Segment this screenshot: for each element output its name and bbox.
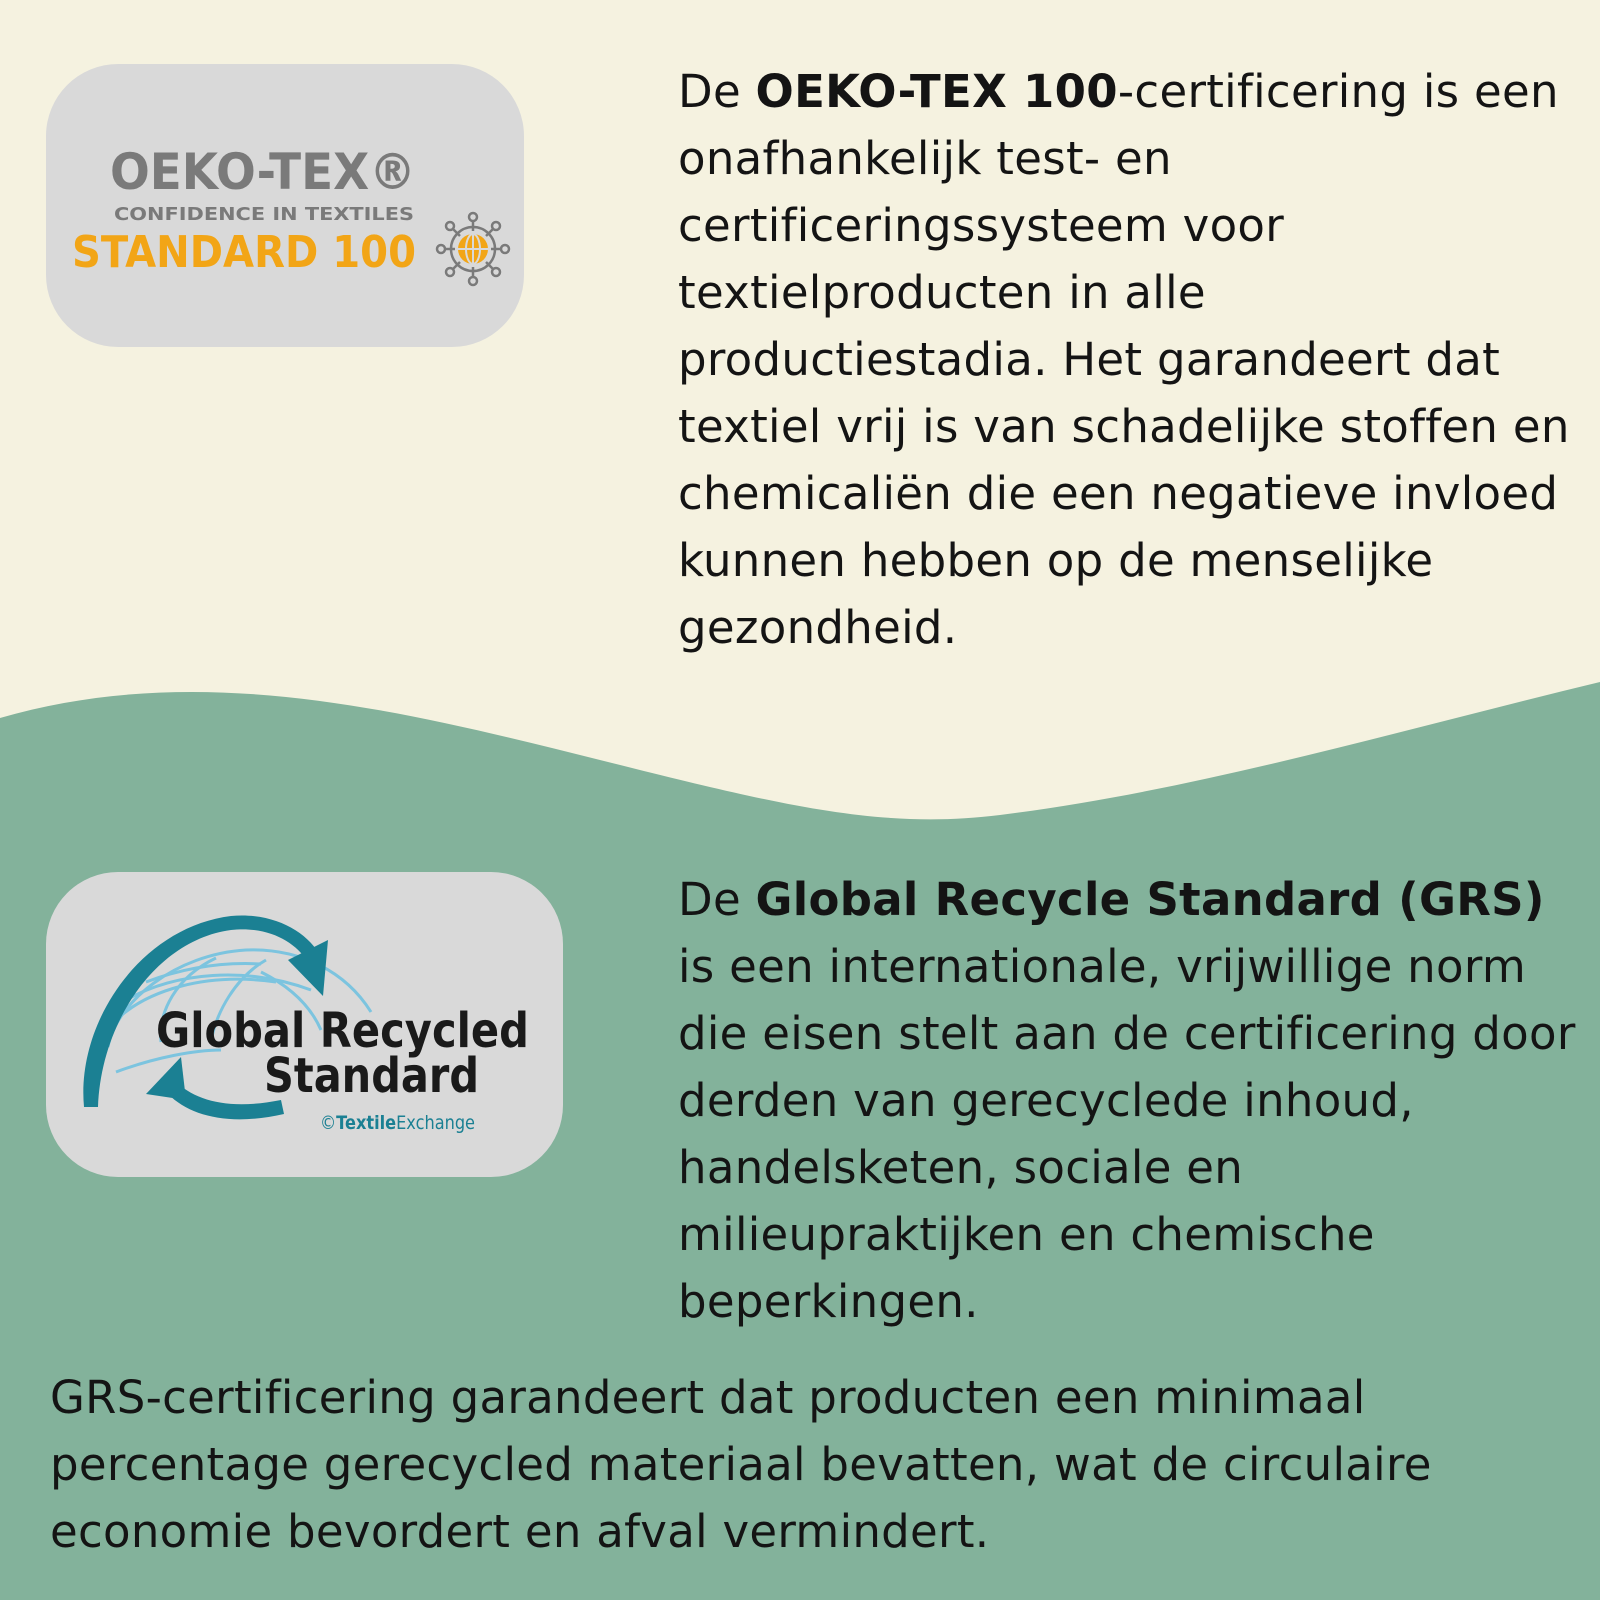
oekotex-logo bbox=[46, 64, 524, 347]
grs-logo-line2: Standard bbox=[264, 1048, 479, 1104]
grs-logo-credit: ©TextileExchange bbox=[320, 1112, 489, 1134]
oekotex-logo-card bbox=[46, 64, 524, 347]
oekotex-globe-icon bbox=[437, 213, 509, 285]
oekotex-description: De OEKO-TEX 100-certificering is een onafhankelijk test- en certificeringssysteem voor textielproducten in alle productiestadia. Het garandeert dat textiel vrij is van schadelijke stoffen en chemicaliën die een negatieve invloed kunnen hebben op de menselijke gezondheid. bbox=[678, 65, 1570, 654]
oekotex-name: OEKO-TEX 100 bbox=[755, 65, 1118, 118]
oekotex-brand: OEKO-TEX® bbox=[110, 143, 416, 201]
oekotex-tagline: CONFIDENCE IN TEXTILES bbox=[114, 204, 414, 225]
grs-extra-description: GRS-certificering garandeert dat producten een minimaal percentage gerecycled materiaal bevatten, wat de circulaire economie bevordert en afval vermindert. bbox=[50, 1371, 1432, 1558]
grs-name: Global Recycle Standard (GRS) bbox=[755, 873, 1545, 926]
grs-logo-line1: Global Recycled bbox=[156, 1003, 529, 1059]
grs-description: De Global Recycle Standard (GRS) is een internationale, vrijwillige norm die eisen stelt aan de certificering door derden van gerecyclede inhoud, handelsketen, sociale en milieupraktijken en chemische beperkingen. bbox=[678, 873, 1576, 1328]
grs-bottom-arrowhead-icon bbox=[146, 1057, 186, 1100]
oekotex-standard: STANDARD 100 bbox=[72, 227, 416, 278]
grs-logo-card bbox=[46, 872, 563, 1177]
grs-logo bbox=[46, 872, 563, 1177]
